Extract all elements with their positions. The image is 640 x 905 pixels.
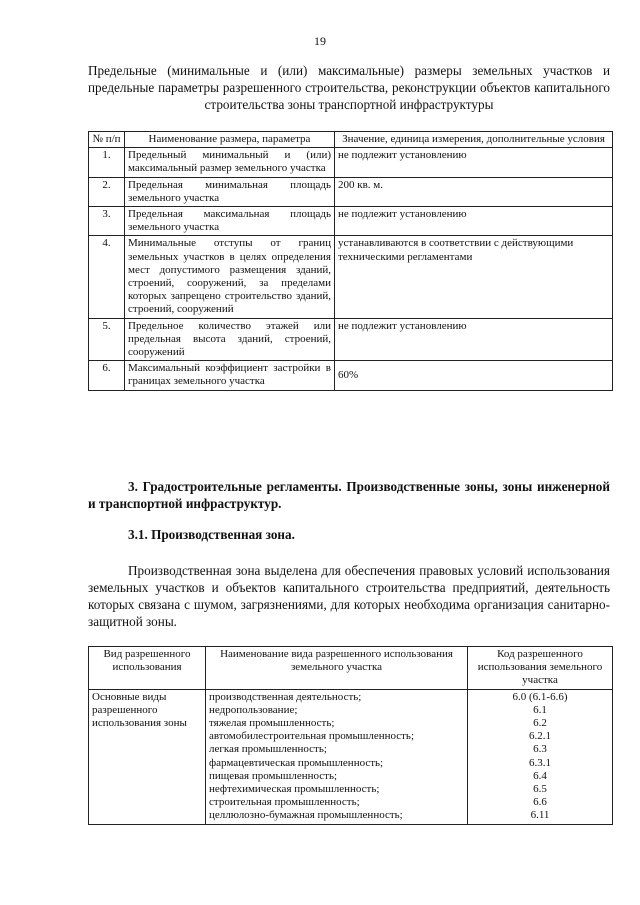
row-value: 60% (335, 361, 613, 390)
row-number: 3. (89, 207, 125, 236)
header-number: № п/п (89, 132, 125, 148)
use-name: фармацевтическая промышленность; (209, 756, 384, 769)
use-code: 6.3 (533, 743, 547, 756)
row-value: устанавливаются в соответствии с действующими техническими регламентами (335, 236, 613, 318)
use-code: 6.2 (533, 717, 547, 730)
table-heading: Предельные (минимальные и (или) максимальные) размеры земельных участков и предельные параметры разрешенного строительства, реконструкции объектов капитального строительства зоны транспортной инфраструктуры (88, 63, 610, 112)
row-number: 1. (89, 148, 125, 177)
row-number: 6. (89, 361, 125, 390)
use-name: пищевая промышленность; (209, 769, 338, 782)
use-codes-cell (468, 689, 613, 824)
table-row (89, 207, 613, 236)
use-code: 6.6 (533, 796, 547, 809)
row-value: не подлежит установлению (335, 318, 613, 361)
use-name: строительная промышленность; (209, 796, 360, 809)
use-name: целлюлозно-бумажная промышленность; (209, 809, 403, 822)
header-use-type: Вид разрешенного использования (89, 647, 206, 690)
use-name: нефтехимическая промышленность; (209, 783, 380, 796)
permitted-use-table (88, 646, 613, 825)
use-name: производственная деятельность; (209, 690, 362, 703)
header-parameter: Наименование размера, параметра (125, 132, 335, 148)
use-code: 6.3.1 (529, 756, 551, 769)
row-parameter: Предельный минимальный и (или) максимальный размер земельного участка (125, 148, 335, 177)
row-parameter: Максимальный коэффициент застройки в границах земельного участка (125, 361, 335, 390)
row-number: 5. (89, 318, 125, 361)
use-code: 6.0 (6.1-6.6) (512, 690, 568, 703)
use-name: автомобилестроительная промышленность; (209, 730, 415, 743)
use-code: 6.4 (533, 769, 547, 782)
header-value: Значение, единица измерения, дополнительные условия (335, 132, 613, 148)
row-parameter: Предельное количество этажей или предельная высота зданий, строений, сооружений (125, 318, 335, 361)
page-number: 19 (314, 34, 326, 48)
use-names-cell (206, 689, 468, 824)
row-parameter: Предельная максимальная площадь земельного участка (125, 207, 335, 236)
row-value: не подлежит установлению (335, 148, 613, 177)
table-row (89, 318, 613, 361)
section-paragraph: Производственная зона выделена для обеспечения правовых условий использования земельных участков и объектов капитального строительства предприятий, деятельность которых связана с шумом, загрязнениями, для которых необходима организация санитарно-защитной зоны. (88, 563, 610, 629)
group-label: Основные виды разрешенного использования зоны (89, 689, 206, 824)
table-row (89, 236, 613, 318)
row-parameter: Предельная минимальная площадь земельного участка (125, 177, 335, 206)
header-use-code: Код разрешенного использования земельного участка (468, 647, 613, 690)
use-code: 6.11 (530, 809, 550, 822)
row-parameter: Минимальные отступы от границ земельных участков в целях определения мест допустимого размещения зданий, строений, сооружений, за пределами которых запрещено строительство зданий, строений, сооружений (125, 236, 335, 318)
section-3-title: 3. Градостроительные регламенты. Производственные зоны, зоны инженерной и транспортной инфраструктур. (88, 479, 610, 511)
row-number: 2. (89, 177, 125, 206)
use-name: легкая промышленность; (209, 743, 327, 756)
row-number: 4. (89, 236, 125, 318)
table-row (89, 148, 613, 177)
table-row (89, 361, 613, 390)
use-code: 6.2.1 (529, 730, 551, 743)
use-name: недропользование; (209, 703, 298, 716)
table-row (89, 177, 613, 206)
table-row (89, 689, 613, 824)
row-value: 200 кв. м. (335, 177, 613, 206)
use-name: тяжелая промышленность; (209, 717, 335, 730)
parameters-table (88, 131, 613, 391)
table-header-row (89, 132, 613, 148)
header-use-name: Наименование вида разрешенного использования земельного участка (206, 647, 468, 690)
use-code: 6.1 (533, 703, 547, 716)
use-code: 6.5 (533, 783, 547, 796)
row-value: не подлежит установлению (335, 207, 613, 236)
section-3-1-title: 3.1. Производственная зона. (128, 527, 295, 542)
table-header-row (89, 647, 613, 690)
